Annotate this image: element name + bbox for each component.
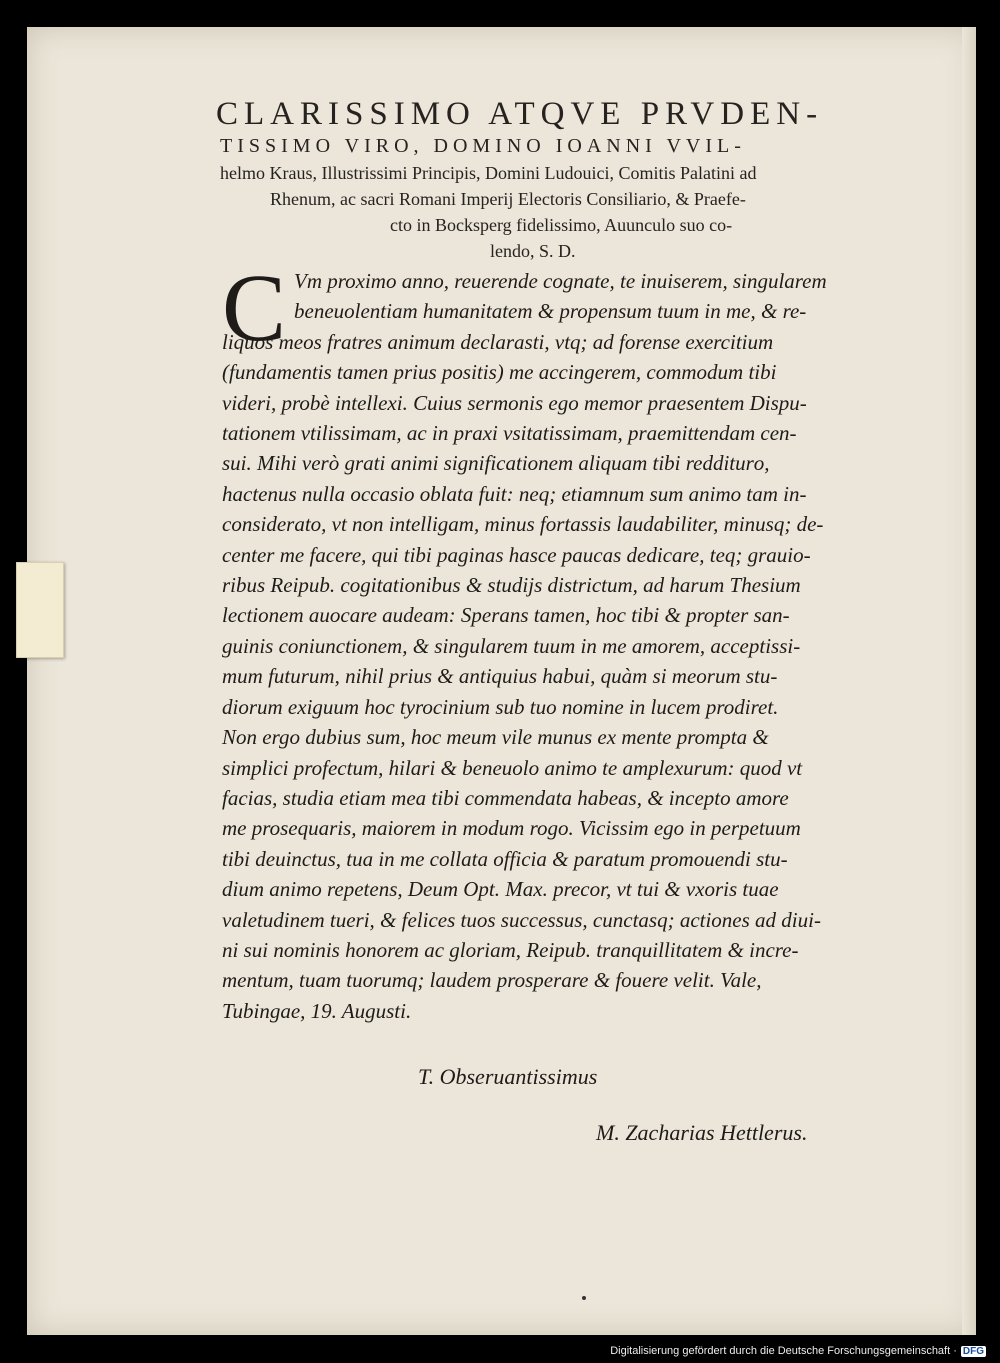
body-line: ni sui nominis honorem ac gloriam, Reipub. tranquillitatem & incre-	[222, 937, 799, 962]
body-line: Non ergo dubius sum, hoc meum vile munus ex mente prompta &	[222, 725, 769, 750]
drop-cap: C	[222, 254, 287, 361]
body-line: videri, probè intellexi. Cuius sermonis ego memor praesentem Dispu-	[222, 390, 807, 415]
heading-line-1: CLARISSIMO ATQVE PRVDEN-	[216, 96, 824, 132]
body-line: tationem vtilissimam, ac in praxi vsitatissimam, praemittendam cen-	[222, 421, 797, 446]
body-line: diorum exiguum hoc tyrocinium sub tuo nomine in lucem prodiret.	[222, 694, 779, 719]
dfg-logo-icon: DFG	[962, 1345, 984, 1357]
body-line: mum futurum, nihil prius & antiquius habui, quàm si meorum stu-	[222, 664, 778, 689]
body-line: center me facere, qui tibi paginas hasce paucas dedicare, teq; grauio-	[222, 542, 811, 567]
body-line: me prosequaris, maiorem in modum rogo. Vicissim ego in perpetuum	[222, 816, 801, 841]
page-speck	[582, 1296, 586, 1300]
closing-phrase: T. Obseruantissimus	[418, 1064, 598, 1089]
body-line: tibi deuinctus, tua in me collata officia & paratum promouendi stu-	[222, 846, 788, 871]
body-line: lectionem auocare audeam: Sperans tamen, hoc tibi & propter san-	[222, 603, 790, 628]
paper-bookmark	[16, 562, 64, 658]
body-line: sui. Mihi verò grati animi significationem aliquam tibi redditurо,	[222, 451, 770, 476]
body-line: hactenus nulla occasio oblata fuit: neq; etiamnum sum animo tam in-	[222, 481, 807, 506]
body-line: (fundamentis tamen prius positis) me accingerem, commodum tibi	[222, 360, 777, 385]
page-edge	[962, 27, 976, 1335]
body-line: mentum, tuam tuorumq; laudem prosperare & fouere velit. Vale,	[222, 968, 762, 993]
heading-line-6: lendo, S. D.	[490, 241, 576, 261]
heading-line-3: helmo Kraus, Illustrissimi Principis, Domini Ludouici, Comitis Palatini ad	[220, 163, 757, 183]
body-line: valetudinem tueri, & felices tuos successus, cunctasq; actiones ad diui-	[222, 907, 821, 932]
body-line: beneuolentiam humanitatem & propensum tuum in me, & re-	[294, 299, 807, 324]
body-line: Tubingae, 19. Augusti.	[222, 998, 412, 1023]
heading-line-2: TISSIMO VIRO, DOMINO IOANNI VVIL-	[220, 135, 746, 157]
heading-line-5: cto in Bocksperg fidelissimo, Auunculo suo co-	[390, 215, 733, 235]
body-line: ribus Reipub. cogitationibus & studijs districtum, ad harum Thesium	[222, 573, 801, 598]
letter-body	[222, 266, 912, 1026]
body-line: simplici profectum, hilari & beneuolo animo te amplexurum: quod vt	[222, 755, 803, 780]
dedication-heading	[216, 96, 910, 264]
author-signature: M. Zacharias Hettlerus.	[596, 1120, 808, 1145]
body-line: dium animo repetens, Deum Opt. Max. precor, vt tui & vxoris tuae	[222, 877, 779, 902]
body-line: considerato, vt non intelligam, minus fortassis laudabiliter, minusq; de-	[222, 512, 824, 537]
body-line: Vm proximo anno, reuerende cognate, te inuiserem, singularem	[294, 269, 827, 293]
heading-line-4: Rhenum, ac sacri Romani Imperij Electoris Consiliario, & Praefe-	[270, 189, 746, 209]
body-line: guinis coniunctionem, & singularem tuum in me amorem, acceptissi-	[222, 633, 801, 658]
digitization-footer	[610, 1345, 986, 1357]
body-line: facias, studia etiam mea tibi commendata habeas, & incepto amore	[222, 785, 789, 810]
footer-credit: Digitalisierung gefördert durch die Deutsche Forschungsgemeinschaft ·	[610, 1345, 957, 1357]
body-line: liquos meos fratres animum declarasti, vtq; ad forense exercitium	[222, 329, 774, 354]
